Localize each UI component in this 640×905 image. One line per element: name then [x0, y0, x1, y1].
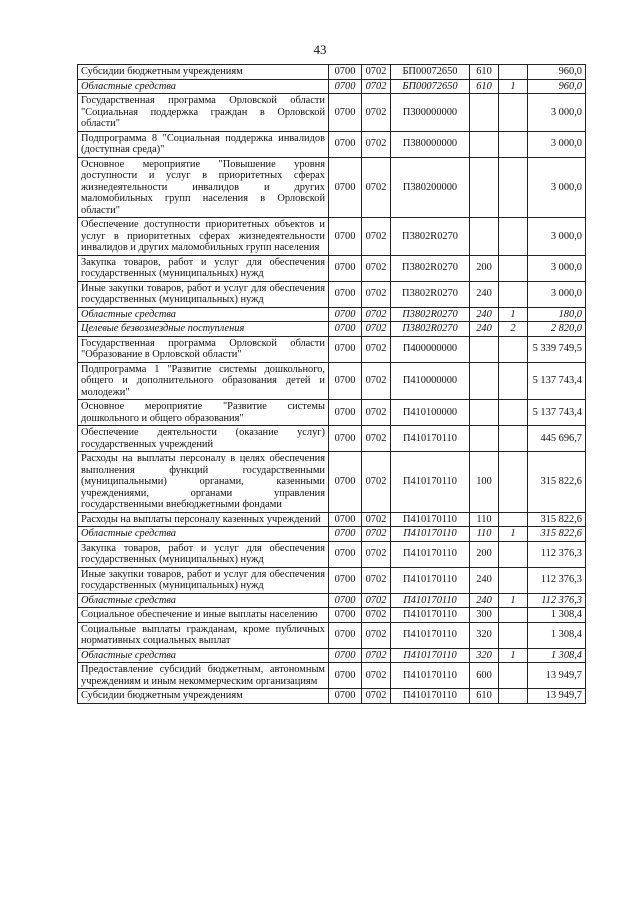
row-target-article: П410170110: [391, 663, 470, 689]
row-expense-type: 610: [470, 689, 499, 704]
row-name: Иные закупки товаров, работ и услуг для обеспечения государственных (муниципальных) нужд: [78, 281, 329, 307]
row-amount: 112 376,3: [528, 567, 586, 593]
row-name: Областные средства: [78, 527, 329, 542]
row-name: Закупка товаров, работ и услуг для обеспечения государственных (муниципальных) нужд: [78, 541, 329, 567]
row-target-article: П410170110: [391, 426, 470, 452]
row-subsection: 0702: [362, 689, 391, 704]
row-subsection: 0702: [362, 512, 391, 527]
row-amount: 1 308,4: [528, 622, 586, 648]
row-section: 0700: [329, 322, 362, 337]
table-row: [78, 400, 586, 426]
row-funding-source: 1: [499, 648, 528, 663]
row-amount: 315 822,6: [528, 527, 586, 542]
row-expense-type: 240: [470, 567, 499, 593]
row-amount: 3 000,0: [528, 255, 586, 281]
row-subsection: 0702: [362, 94, 391, 132]
row-target-article: П3802R0270: [391, 218, 470, 256]
row-target-article: П3802R0270: [391, 322, 470, 337]
row-name: Расходы на выплаты персоналу в целях обеспечения выполнения функций государственными (муниципальными) органами, казенными учреждениями, органами управления государственными внебюджетными фондами: [78, 452, 329, 513]
row-name: Основное мероприятие "Повышение уровня доступности и услуг в приоритетных сферах жизнедеятельности инвалидов и других маломобильных групп населения в Орловской области": [78, 157, 329, 218]
row-name: Иные закупки товаров, работ и услуг для обеспечения государственных (муниципальных) нужд: [78, 567, 329, 593]
row-name: Закупка товаров, работ и услуг для обеспечения государственных (муниципальных) нужд: [78, 255, 329, 281]
row-section: 0700: [329, 218, 362, 256]
table-row: [78, 593, 586, 608]
row-amount: 3 000,0: [528, 157, 586, 218]
row-target-article: П3802R0270: [391, 281, 470, 307]
row-section: 0700: [329, 255, 362, 281]
row-expense-type: 200: [470, 541, 499, 567]
row-funding-source: [499, 541, 528, 567]
table-row: [78, 218, 586, 256]
row-name: Областные средства: [78, 307, 329, 322]
row-funding-source: [499, 567, 528, 593]
row-section: 0700: [329, 648, 362, 663]
row-expense-type: 110: [470, 512, 499, 527]
row-expense-type: 300: [470, 608, 499, 623]
row-target-article: П3802R0270: [391, 255, 470, 281]
row-expense-type: 600: [470, 663, 499, 689]
row-amount: 2 820,0: [528, 322, 586, 337]
row-funding-source: 2: [499, 322, 528, 337]
row-target-article: П410170110: [391, 567, 470, 593]
table-row: [78, 663, 586, 689]
row-name: Областные средства: [78, 79, 329, 94]
row-expense-type: [470, 400, 499, 426]
table-row: [78, 157, 586, 218]
row-section: 0700: [329, 131, 362, 157]
row-section: 0700: [329, 527, 362, 542]
row-funding-source: 1: [499, 527, 528, 542]
row-amount: 13 949,7: [528, 663, 586, 689]
row-subsection: 0702: [362, 452, 391, 513]
row-amount: 960,0: [528, 79, 586, 94]
row-target-article: П400000000: [391, 336, 470, 362]
row-subsection: 0702: [362, 648, 391, 663]
row-subsection: 0702: [362, 593, 391, 608]
row-target-article: П410170110: [391, 648, 470, 663]
row-funding-source: [499, 94, 528, 132]
table-row: [78, 362, 586, 400]
row-section: 0700: [329, 593, 362, 608]
row-funding-source: [499, 281, 528, 307]
row-subsection: 0702: [362, 281, 391, 307]
row-subsection: 0702: [362, 362, 391, 400]
row-amount: 5 339 749,5: [528, 336, 586, 362]
row-target-article: П410170110: [391, 541, 470, 567]
row-expense-type: [470, 362, 499, 400]
row-target-article: П300000000: [391, 94, 470, 132]
row-expense-type: 240: [470, 281, 499, 307]
row-amount: 1 308,4: [528, 648, 586, 663]
row-section: 0700: [329, 622, 362, 648]
row-target-article: П410170110: [391, 622, 470, 648]
row-expense-type: 240: [470, 593, 499, 608]
row-section: 0700: [329, 336, 362, 362]
table-row: [78, 689, 586, 704]
table-row: [78, 567, 586, 593]
row-expense-type: [470, 336, 499, 362]
row-amount: 5 137 743,4: [528, 400, 586, 426]
row-expense-type: 320: [470, 648, 499, 663]
row-section: 0700: [329, 512, 362, 527]
row-name: Государственная программа Орловской области "Социальная поддержка граждан в Орловской области": [78, 94, 329, 132]
row-name: Предоставление субсидий бюджетным, автономным учреждениям и иным некоммерческим организациям: [78, 663, 329, 689]
row-target-article: П410170110: [391, 689, 470, 704]
row-section: 0700: [329, 307, 362, 322]
row-name: Целевые безвозмездные поступления: [78, 322, 329, 337]
table-row: [78, 541, 586, 567]
row-target-article: П410170110: [391, 452, 470, 513]
row-amount: 3 000,0: [528, 281, 586, 307]
row-funding-source: [499, 336, 528, 362]
row-section: 0700: [329, 281, 362, 307]
row-subsection: 0702: [362, 608, 391, 623]
row-funding-source: [499, 65, 528, 80]
table-row: [78, 426, 586, 452]
row-expense-type: [470, 218, 499, 256]
row-subsection: 0702: [362, 426, 391, 452]
row-subsection: 0702: [362, 307, 391, 322]
row-target-article: П410170110: [391, 593, 470, 608]
table-row: [78, 608, 586, 623]
row-target-article: П410170110: [391, 608, 470, 623]
row-name: Социальное обеспечение и иные выплаты населению: [78, 608, 329, 623]
table-row: [78, 65, 586, 80]
row-subsection: 0702: [362, 400, 391, 426]
table-row: [78, 307, 586, 322]
row-funding-source: [499, 622, 528, 648]
row-funding-source: [499, 689, 528, 704]
row-target-article: БП00072650: [391, 79, 470, 94]
table-row: [78, 322, 586, 337]
row-name: Основное мероприятие "Развитие системы дошкольного и общего образования": [78, 400, 329, 426]
row-target-article: П410000000: [391, 362, 470, 400]
row-expense-type: 200: [470, 255, 499, 281]
row-section: 0700: [329, 608, 362, 623]
table-row: [78, 648, 586, 663]
row-expense-type: 610: [470, 79, 499, 94]
row-section: 0700: [329, 426, 362, 452]
row-name: Субсидии бюджетным учреждениям: [78, 65, 329, 80]
row-name: Подпрограмма 8 "Социальная поддержка инвалидов (доступная среда)": [78, 131, 329, 157]
row-amount: 3 000,0: [528, 131, 586, 157]
row-target-article: П380200000: [391, 157, 470, 218]
table-row: [78, 281, 586, 307]
row-subsection: 0702: [362, 541, 391, 567]
row-name: Государственная программа Орловской области "Образование в Орловской области": [78, 336, 329, 362]
row-subsection: 0702: [362, 131, 391, 157]
table-row: [78, 452, 586, 513]
row-funding-source: 1: [499, 593, 528, 608]
row-expense-type: 320: [470, 622, 499, 648]
row-funding-source: 1: [499, 79, 528, 94]
row-subsection: 0702: [362, 622, 391, 648]
row-expense-type: [470, 131, 499, 157]
row-subsection: 0702: [362, 65, 391, 80]
row-amount: 5 137 743,4: [528, 362, 586, 400]
row-section: 0700: [329, 663, 362, 689]
row-funding-source: [499, 255, 528, 281]
row-expense-type: 610: [470, 65, 499, 80]
row-target-article: П410170110: [391, 512, 470, 527]
row-funding-source: [499, 663, 528, 689]
row-name: Расходы на выплаты персоналу казенных учреждений: [78, 512, 329, 527]
row-funding-source: [499, 452, 528, 513]
row-funding-source: [499, 608, 528, 623]
row-section: 0700: [329, 79, 362, 94]
row-expense-type: 240: [470, 322, 499, 337]
row-section: 0700: [329, 157, 362, 218]
row-funding-source: [499, 362, 528, 400]
table-row: [78, 79, 586, 94]
row-subsection: 0702: [362, 336, 391, 362]
row-amount: 3 000,0: [528, 218, 586, 256]
row-section: 0700: [329, 452, 362, 513]
table-row: [78, 131, 586, 157]
row-funding-source: [499, 512, 528, 527]
row-subsection: 0702: [362, 218, 391, 256]
row-name: Обеспечение деятельности (оказание услуг) государственных учреждений: [78, 426, 329, 452]
row-funding-source: [499, 157, 528, 218]
row-section: 0700: [329, 541, 362, 567]
row-name: Областные средства: [78, 593, 329, 608]
table-row: [78, 512, 586, 527]
row-section: 0700: [329, 567, 362, 593]
row-amount: 13 949,7: [528, 689, 586, 704]
page-number: 43: [313, 42, 327, 57]
row-name: Субсидии бюджетным учреждениям: [78, 689, 329, 704]
row-target-article: П3802R0270: [391, 307, 470, 322]
row-amount: 445 696,7: [528, 426, 586, 452]
row-funding-source: [499, 131, 528, 157]
row-subsection: 0702: [362, 663, 391, 689]
row-amount: 3 000,0: [528, 94, 586, 132]
row-amount: 960,0: [528, 65, 586, 80]
row-amount: 112 376,3: [528, 593, 586, 608]
row-expense-type: 240: [470, 307, 499, 322]
row-subsection: 0702: [362, 322, 391, 337]
row-section: 0700: [329, 689, 362, 704]
table-row: [78, 94, 586, 132]
row-subsection: 0702: [362, 527, 391, 542]
row-amount: 112 376,3: [528, 541, 586, 567]
budget-table: [77, 64, 586, 704]
row-amount: 315 822,6: [528, 512, 586, 527]
row-name: Областные средства: [78, 648, 329, 663]
row-target-article: П410100000: [391, 400, 470, 426]
row-name: Социальные выплаты гражданам, кроме публичных нормативных социальных выплат: [78, 622, 329, 648]
row-funding-source: [499, 426, 528, 452]
row-funding-source: [499, 400, 528, 426]
table-row: [78, 255, 586, 281]
row-expense-type: 110: [470, 527, 499, 542]
row-funding-source: 1: [499, 307, 528, 322]
row-expense-type: [470, 426, 499, 452]
table-row: [78, 527, 586, 542]
row-name: Подпрограмма 1 "Развитие системы дошкольного, общего и дополнительного образования детей и молодежи": [78, 362, 329, 400]
row-section: 0700: [329, 400, 362, 426]
row-name: Обеспечение доступности приоритетных объектов и услуг в приоритетных сферах жизнедеятельности инвалидов и других маломобильных групп населения: [78, 218, 329, 256]
row-subsection: 0702: [362, 567, 391, 593]
row-expense-type: [470, 94, 499, 132]
table-row: [78, 336, 586, 362]
row-subsection: 0702: [362, 255, 391, 281]
row-target-article: П410170110: [391, 527, 470, 542]
row-amount: 1 308,4: [528, 608, 586, 623]
row-target-article: П380000000: [391, 131, 470, 157]
row-subsection: 0702: [362, 157, 391, 218]
row-target-article: БП00072650: [391, 65, 470, 80]
row-subsection: 0702: [362, 79, 391, 94]
row-section: 0700: [329, 362, 362, 400]
row-amount: 315 822,6: [528, 452, 586, 513]
row-amount: 180,0: [528, 307, 586, 322]
row-expense-type: [470, 157, 499, 218]
row-funding-source: [499, 218, 528, 256]
table-row: [78, 622, 586, 648]
row-expense-type: 100: [470, 452, 499, 513]
row-section: 0700: [329, 65, 362, 80]
row-section: 0700: [329, 94, 362, 132]
